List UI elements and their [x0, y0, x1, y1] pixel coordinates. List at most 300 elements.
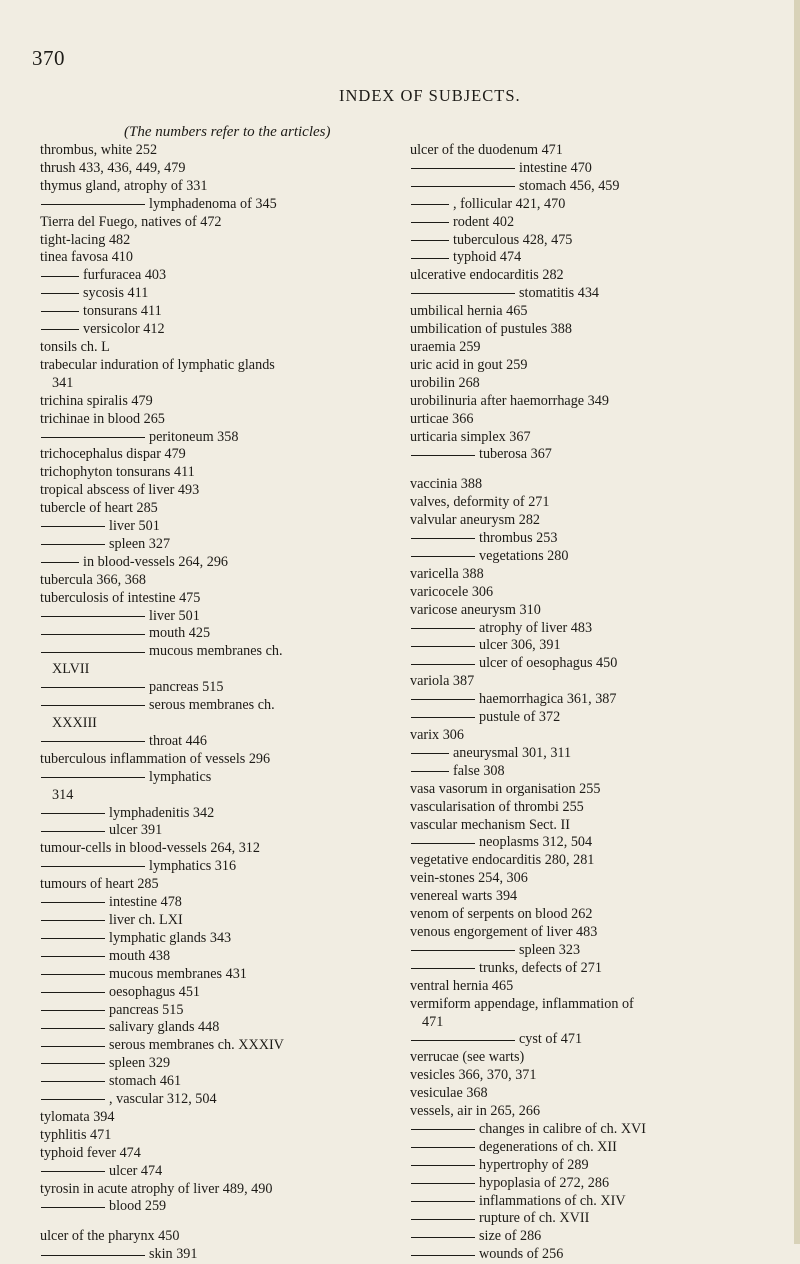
ditto-dash — [411, 186, 515, 187]
index-entry — [40, 339, 410, 357]
index-entry — [410, 799, 788, 817]
index-entry — [40, 393, 410, 411]
ditto-dash — [41, 902, 105, 903]
index-entry — [410, 996, 788, 1014]
entry-text: vascular mechanism Sect. II — [410, 816, 570, 833]
entry-text: 341 — [52, 374, 74, 391]
entry-text: typhlitis 471 — [40, 1126, 112, 1143]
ditto-dash — [41, 1063, 105, 1064]
index-entry — [40, 840, 410, 858]
entry-text: umbilication of pustules 388 — [410, 321, 572, 338]
ditto-dash — [411, 1183, 475, 1184]
entry-text: tyrosin in acute atrophy of liver 489, 490 — [40, 1180, 273, 1197]
entry-text: tonsurans 411 — [83, 303, 162, 320]
index-entry — [40, 411, 410, 429]
index-subentry — [40, 822, 410, 840]
entry-text: typhoid 474 — [453, 249, 522, 266]
index-entry — [410, 357, 788, 375]
index-entry — [40, 715, 410, 733]
index-entry — [410, 566, 788, 584]
entry-text: Tierra del Fuego, natives of 472 — [40, 213, 222, 230]
index-subentry — [40, 1037, 410, 1055]
index-entry — [410, 1085, 788, 1103]
ditto-dash — [411, 1255, 475, 1256]
ditto-dash — [41, 705, 145, 706]
entry-text: tumour-cells in blood-vessels 264, 312 — [40, 840, 260, 857]
index-entry — [410, 1103, 788, 1121]
section-gap — [40, 1216, 410, 1228]
entry-text: typhoid fever 474 — [40, 1144, 141, 1161]
entry-text: trichina spiralis 479 — [40, 392, 153, 409]
entry-text: liver 501 — [149, 607, 200, 624]
index-subentry — [40, 285, 410, 303]
ditto-dash — [411, 717, 475, 718]
index-entry — [410, 852, 788, 870]
entry-text: changes in calibre of ch. XVI — [479, 1120, 647, 1137]
index-entry — [410, 142, 788, 160]
ditto-dash — [41, 634, 145, 635]
index-subentry — [410, 691, 788, 709]
entry-text: XLVII — [52, 661, 90, 678]
entry-text: tylomata 394 — [40, 1108, 115, 1125]
ditto-dash — [411, 1129, 475, 1130]
ditto-dash — [41, 1255, 145, 1256]
ditto-dash — [41, 1046, 105, 1047]
ditto-dash — [411, 628, 475, 629]
index-subentry — [40, 930, 410, 948]
ditto-dash — [41, 204, 145, 205]
index-subentry — [410, 1193, 788, 1211]
entry-text: liver ch. LXI — [109, 911, 183, 928]
index-subentry — [40, 769, 410, 787]
index-subentry — [410, 232, 788, 250]
entry-text: lymphadenoma of 345 — [149, 195, 277, 212]
ditto-dash — [411, 168, 515, 169]
index-subentry — [40, 196, 410, 214]
entry-text: vein-stones 254, 306 — [410, 870, 528, 887]
ditto-dash — [41, 938, 105, 939]
ditto-dash — [411, 1219, 475, 1220]
entry-text: mucous membranes ch. — [149, 643, 283, 660]
index-entry — [410, 906, 788, 924]
ditto-dash — [41, 329, 79, 330]
ditto-dash — [41, 276, 79, 277]
ditto-dash — [411, 1201, 475, 1202]
index-subentry — [40, 679, 410, 697]
entry-text: sycosis 411 — [83, 285, 149, 302]
ditto-dash — [41, 562, 79, 563]
index-subentry — [410, 942, 788, 960]
entry-text: false 308 — [453, 762, 505, 779]
ditto-dash — [41, 831, 105, 832]
index-subentry — [40, 267, 410, 285]
entry-text: serous membranes ch. XXXIV — [109, 1037, 284, 1054]
ditto-dash — [411, 293, 515, 294]
index-entry — [410, 870, 788, 888]
entry-text: intestine 478 — [109, 894, 182, 911]
entry-text: varicose aneurysm 310 — [410, 601, 541, 618]
index-subentry — [40, 518, 410, 536]
entry-text: lymphatics 316 — [149, 858, 237, 875]
entry-text: uric acid in gout 259 — [410, 356, 528, 373]
index-subentry — [40, 536, 410, 554]
entry-text: pancreas 515 — [109, 1001, 184, 1018]
index-subentry — [410, 214, 788, 232]
entry-text: vegetative endocarditis 280, 281 — [410, 852, 595, 869]
entry-text: rupture of ch. XVII — [479, 1210, 590, 1227]
entry-text: urobilinuria after haemorrhage 349 — [410, 392, 609, 409]
entry-text: spleen 329 — [109, 1055, 171, 1072]
ditto-dash — [411, 240, 449, 241]
index-entry — [40, 1145, 410, 1163]
index-subentry — [410, 530, 788, 548]
index-subentry — [410, 620, 788, 638]
index-entry — [410, 303, 788, 321]
ditto-dash — [411, 258, 449, 259]
index-entry — [410, 673, 788, 691]
index-entry — [40, 1109, 410, 1127]
ditto-dash — [41, 311, 79, 312]
entry-text: trabecular induration of lymphatic glands — [40, 356, 275, 373]
index-subentry — [40, 1002, 410, 1020]
index-entry — [410, 888, 788, 906]
index-entry — [410, 978, 788, 996]
entry-text: 314 — [52, 786, 74, 803]
index-entry — [410, 512, 788, 530]
index-entry — [40, 500, 410, 518]
index-subentry — [410, 1210, 788, 1228]
index-subentry — [40, 966, 410, 984]
index-entry — [40, 1181, 410, 1199]
entry-text: verrucae (see warts) — [410, 1049, 525, 1066]
entry-text: uraemia 259 — [410, 338, 481, 355]
index-subentry — [40, 733, 410, 751]
index-subentry — [410, 249, 788, 267]
index-subentry — [40, 554, 410, 572]
entry-text: tubercula 366, 368 — [40, 571, 146, 588]
entry-text: , vascular 312, 504 — [109, 1091, 217, 1108]
entry-text: ulcer of the pharynx 450 — [40, 1228, 180, 1245]
entry-text: tuberosa 367 — [479, 446, 552, 463]
index-entry — [40, 232, 410, 250]
ditto-dash — [411, 699, 475, 700]
entry-text: pancreas 515 — [149, 679, 224, 696]
entry-text: trichinae in blood 265 — [40, 410, 165, 427]
index-entry — [40, 160, 410, 178]
index-entry — [40, 249, 410, 267]
ditto-dash — [41, 777, 145, 778]
index-column-left — [40, 142, 410, 1264]
entry-text: vesiculae 368 — [410, 1085, 488, 1102]
entry-text: hypertrophy of 289 — [479, 1156, 589, 1173]
index-subentry — [410, 1157, 788, 1175]
entry-text: ulcer 474 — [109, 1162, 163, 1179]
section-gap — [410, 464, 788, 476]
entry-text: cyst of 471 — [519, 1031, 583, 1048]
ditto-dash — [411, 222, 449, 223]
entry-text: variola 387 — [410, 673, 475, 690]
entry-text: urticae 366 — [410, 410, 474, 427]
entry-text: mouth 425 — [149, 625, 211, 642]
entry-text: aneurysmal 301, 311 — [453, 744, 572, 761]
entry-text: lymphadenitis 342 — [109, 804, 215, 821]
index-subentry — [410, 178, 788, 196]
entry-text: trichocephalus dispar 479 — [40, 446, 186, 463]
index-entry — [40, 214, 410, 232]
index-entry — [410, 429, 788, 447]
index-subentry — [40, 912, 410, 930]
entry-text: versicolor 412 — [83, 321, 165, 338]
index-subentry — [410, 196, 788, 214]
entry-text: trichophyton tonsurans 411 — [40, 464, 195, 481]
entry-text: neoplasms 312, 504 — [479, 834, 593, 851]
ditto-dash — [411, 455, 475, 456]
ditto-dash — [41, 1028, 105, 1029]
entry-text: spleen 323 — [519, 941, 581, 958]
index-subentry — [410, 655, 788, 673]
entry-text: thrush 433, 436, 449, 479 — [40, 159, 186, 176]
ditto-dash — [41, 974, 105, 975]
index-entry — [410, 494, 788, 512]
entry-text: vessels, air in 265, 266 — [410, 1103, 541, 1120]
ditto-dash — [411, 1237, 475, 1238]
entry-text: XXXIII — [52, 715, 97, 731]
running-head: INDEX OF SUBJECTS. — [339, 86, 521, 105]
index-subentry — [40, 1198, 410, 1216]
index-entry — [410, 727, 788, 745]
index-subentry — [40, 984, 410, 1002]
ditto-dash — [411, 843, 475, 844]
entry-text: oesophagus 451 — [109, 983, 201, 1000]
index-column-right — [410, 142, 788, 1264]
index-entry — [40, 142, 410, 160]
entry-text: ulcer 391 — [109, 822, 163, 839]
ditto-dash — [41, 293, 79, 294]
entry-text: pustule of 372 — [479, 709, 561, 726]
ditto-dash — [41, 652, 145, 653]
index-entry — [40, 1127, 410, 1145]
index-subentry — [40, 858, 410, 876]
index-subentry — [410, 1175, 788, 1193]
entry-text: spleen 327 — [109, 535, 171, 552]
ditto-dash — [41, 920, 105, 921]
entry-text: ventral hernia 465 — [410, 977, 514, 994]
ditto-dash — [41, 437, 145, 438]
index-entry — [40, 590, 410, 608]
entry-text: peritoneum 358 — [149, 428, 239, 445]
entry-text: urticaria simplex 367 — [410, 428, 531, 445]
index-subentry — [410, 285, 788, 303]
entry-text: vermiform appendage, inflammation of — [410, 995, 634, 1012]
index-entry — [410, 393, 788, 411]
ditto-dash — [411, 968, 475, 969]
index-subentry — [410, 637, 788, 655]
index-entry — [40, 787, 410, 805]
entry-text: ulcer 306, 391 — [479, 637, 561, 654]
ditto-dash — [41, 616, 145, 617]
ditto-dash — [41, 1207, 105, 1208]
index-subentry — [410, 834, 788, 852]
index-entry — [410, 476, 788, 494]
entry-text: ulcer of the duodenum 471 — [410, 142, 563, 158]
ditto-dash — [41, 1171, 105, 1172]
ditto-dash — [41, 1099, 105, 1100]
index-entry — [40, 464, 410, 482]
index-entry — [40, 446, 410, 464]
entry-text: tuberculous 428, 475 — [453, 231, 573, 248]
ditto-dash — [411, 950, 515, 951]
index-subentry — [410, 446, 788, 464]
entry-text: vasa vasorum in organisation 255 — [410, 780, 601, 797]
index-entry — [40, 572, 410, 590]
entry-text: haemorrhagica 361, 387 — [479, 691, 617, 708]
entry-text: venous engorgement of liver 483 — [410, 923, 598, 940]
index-subentry — [40, 321, 410, 339]
entry-text: degenerations of ch. XII — [479, 1138, 617, 1155]
index-entry — [40, 661, 410, 679]
index-subentry — [410, 960, 788, 978]
entry-text: throat 446 — [149, 732, 207, 749]
entry-text: vesicles 366, 370, 371 — [410, 1067, 537, 1084]
entry-text: in blood-vessels 264, 296 — [83, 553, 229, 570]
index-entry — [40, 876, 410, 894]
ditto-dash — [411, 538, 475, 539]
entry-text: inflammations of ch. XIV — [479, 1192, 626, 1209]
ditto-dash — [41, 1010, 105, 1011]
entry-text: wounds of 256 — [479, 1246, 564, 1263]
index-subentry — [40, 608, 410, 626]
index-subentry — [410, 160, 788, 178]
entry-text: rodent 402 — [453, 213, 515, 230]
entry-text: valves, deformity of 271 — [410, 494, 550, 511]
entry-text: thymus gland, atrophy of 331 — [40, 177, 208, 194]
index-entry — [40, 751, 410, 769]
ditto-dash — [411, 753, 449, 754]
index-entry — [40, 482, 410, 500]
entry-text: mucous membranes 431 — [109, 965, 247, 982]
index-subentry — [410, 1246, 788, 1264]
entry-text: venom of serpents on blood 262 — [410, 906, 593, 923]
ditto-dash — [411, 646, 475, 647]
index-entry — [410, 411, 788, 429]
ditto-dash — [41, 956, 105, 957]
index-entry — [410, 1014, 788, 1032]
entry-text: tonsils ch. L — [40, 338, 110, 355]
entry-text: venereal warts 394 — [410, 888, 518, 905]
index-subentry — [40, 948, 410, 966]
entry-text: hypoplasia of 272, 286 — [479, 1174, 610, 1191]
ditto-dash — [41, 992, 105, 993]
index-subentry — [410, 1139, 788, 1157]
ditto-dash — [411, 1040, 515, 1041]
entry-text: lymphatic glands 343 — [109, 929, 232, 946]
index-entry — [410, 584, 788, 602]
ditto-dash — [411, 556, 475, 557]
page-number: 370 — [32, 46, 65, 70]
index-subentry — [40, 429, 410, 447]
entry-text: valvular aneurysm 282 — [410, 512, 541, 529]
index-subentry — [40, 1019, 410, 1037]
index-note: (The numbers refer to the articles) — [124, 124, 331, 140]
index-entry — [410, 321, 788, 339]
index-entry — [410, 924, 788, 942]
index-entry — [410, 1067, 788, 1085]
entry-text: furfuracea 403 — [83, 267, 167, 284]
entry-text: lymphatics — [149, 768, 212, 785]
ditto-dash — [411, 771, 449, 772]
entry-text: urobilin 268 — [410, 374, 480, 391]
index-subentry — [40, 1163, 410, 1181]
entry-text: ulcerative endocarditis 282 — [410, 267, 564, 284]
index-subentry — [410, 1121, 788, 1139]
entry-text: vascularisation of thrombi 255 — [410, 798, 584, 815]
ditto-dash — [41, 544, 105, 545]
index-entry — [410, 602, 788, 620]
entry-text: tuberculous inflammation of vessels 296 — [40, 750, 271, 767]
entry-text: skin 391 — [149, 1246, 198, 1263]
index-subentry — [410, 1031, 788, 1049]
entry-text: varix 306 — [410, 727, 464, 743]
entry-text: stomach 456, 459 — [519, 177, 620, 194]
index-subentry — [40, 697, 410, 715]
index-entry — [410, 339, 788, 357]
entry-text: tumours of heart 285 — [40, 876, 159, 893]
index-subentry — [410, 745, 788, 763]
index-entry — [410, 781, 788, 799]
index-subentry — [40, 643, 410, 661]
entry-text: blood 259 — [109, 1198, 167, 1215]
entry-text: tinea favosa 410 — [40, 249, 133, 266]
ditto-dash — [41, 1081, 105, 1082]
entry-text: varicocele 306 — [410, 583, 494, 600]
ditto-dash — [41, 741, 145, 742]
entry-text: salivary glands 448 — [109, 1019, 220, 1036]
entry-text: liver 501 — [109, 518, 160, 535]
ditto-dash — [41, 526, 105, 527]
entry-text: varicella 388 — [410, 565, 484, 582]
entry-text: vegetations 280 — [479, 547, 569, 564]
index-subentry — [40, 1091, 410, 1109]
ditto-dash — [411, 664, 475, 665]
ditto-dash — [41, 866, 145, 867]
index-entry — [40, 178, 410, 196]
entry-text: 471 — [422, 1013, 444, 1030]
ditto-dash — [41, 813, 105, 814]
ditto-dash — [411, 1165, 475, 1166]
ditto-dash — [411, 1147, 475, 1148]
entry-text: trunks, defects of 271 — [479, 959, 602, 976]
index-entry — [40, 375, 410, 393]
entry-text: tuberculosis of intestine 475 — [40, 589, 201, 606]
entry-text: tight-lacing 482 — [40, 231, 131, 248]
index-entry — [410, 267, 788, 285]
index-subentry — [40, 1055, 410, 1073]
entry-text: tropical abscess of liver 493 — [40, 482, 200, 499]
index-subentry — [40, 805, 410, 823]
entry-text: mouth 438 — [109, 947, 171, 964]
entry-text: vaccinia 388 — [410, 476, 483, 493]
entry-text: intestine 470 — [519, 159, 592, 176]
index-subentry — [410, 548, 788, 566]
index-subentry — [40, 303, 410, 321]
index-subentry — [40, 894, 410, 912]
ditto-dash — [41, 687, 145, 688]
entry-text: thrombus 253 — [479, 530, 558, 547]
index-entry — [410, 375, 788, 393]
entry-text: serous membranes ch. — [149, 697, 275, 714]
entry-text: umbilical hernia 465 — [410, 303, 528, 320]
entry-text: thrombus, white 252 — [40, 142, 158, 158]
